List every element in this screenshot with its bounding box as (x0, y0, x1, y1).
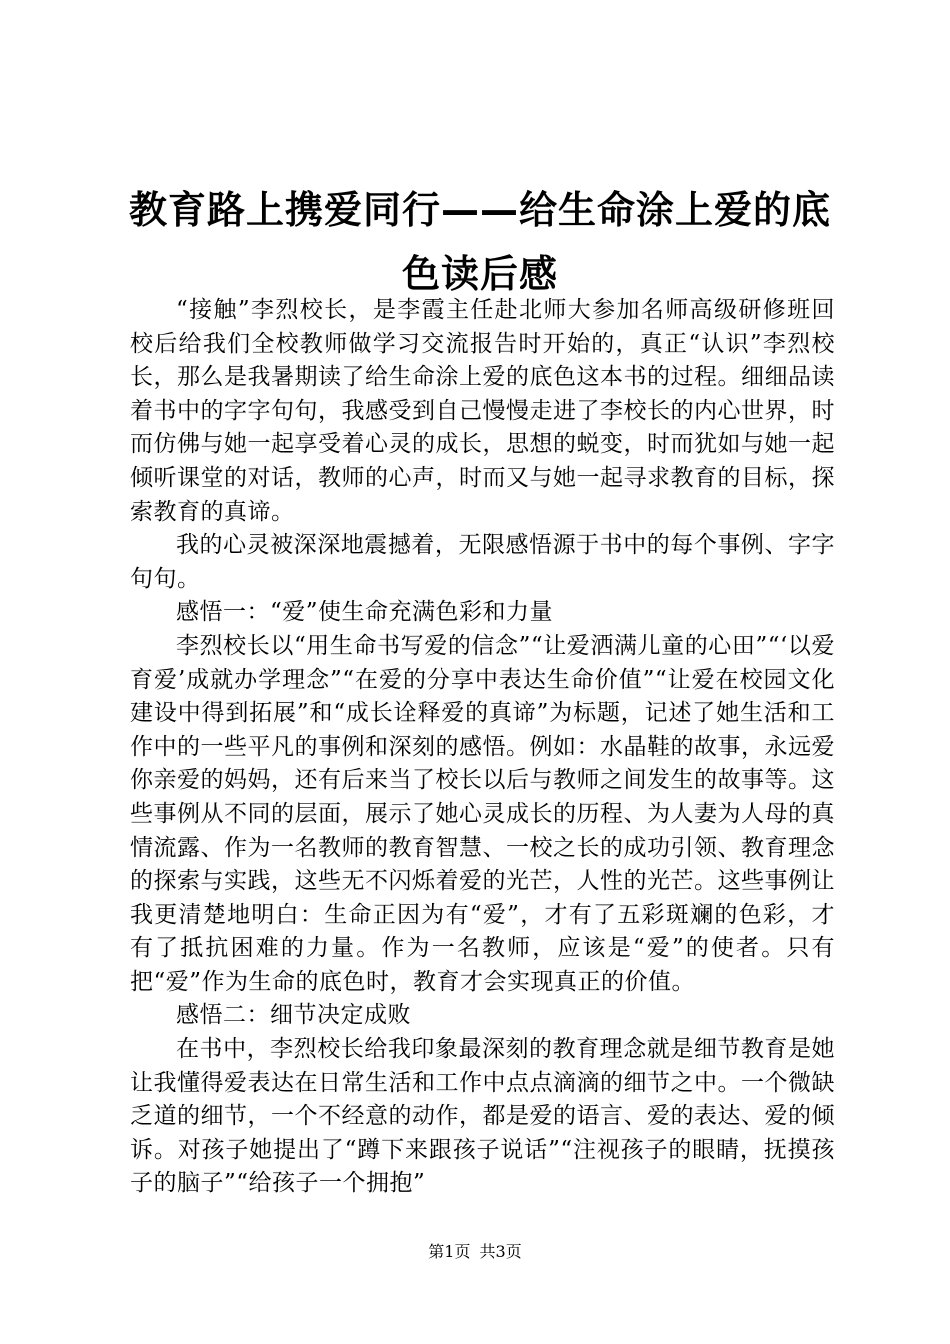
paragraph-section-1: 李烈校长以“用生命书写爱的信念”“让爱洒满儿童的心田”“‘以爱育爱’成就办学理念”“在爱的分享中表达生命价值”“让爱在校园文化建设中得到拓展”和“成长诠释爱的真谛”为标题，记述了她生活和工作中的一些平凡的事例和深刻的感悟。例如：水晶鞋的故事，永远爱你亲爱的妈妈，还有后来当了校长以后与教师之间发生的故事等。这些事例从不同的层面，展示了她心灵成长的历程、为人妻为人母的真情流露、作为一名教师的教育智慧、一校之长的成功引领、教育理念的探索与实践，这些无不闪烁着爱的光芒，人性的光芒。这些事例让我更清楚地明白：生命正因为有“爱”，才有了五彩斑斓的色彩，才有了抵抗困难的力量。作为一名教师，应该是“爱”的使者。只有把“爱”作为生命的底色时，教育才会实现真正的价值。 (130, 632, 835, 995)
page-number: 第1页 (428, 1242, 471, 1261)
document-body (130, 294, 835, 1201)
page-footer (0, 1242, 950, 1262)
paragraph-shock: 我的心灵被深深地震撼着，无限感悟源于书中的每个事例、字字句句。 (130, 532, 835, 592)
document-title: 教育路上携爱同行——给生命涂上爱的底色读后感 (128, 188, 831, 296)
page-total: 共3页 (479, 1242, 522, 1261)
paragraph-intro: “接触”李烈校长，是李霞主任赴北师大参加名师高级研修班回校后给我们全校教师做学习交流报告时开始的，真正“认识”李烈校长，那么是我暑期读了给生命涂上爱的底色这本书的过程。细细品读着书中的字字句句，我感受到自己慢慢走进了李校长的内心世界，时而仿佛与她一起享受着心灵的成长，思想的蜕变，时而犹如与她一起倾听课堂的对话，教师的心声，时而又与她一起寻求教育的目标，探索教育的真谛。 (130, 297, 835, 525)
section-heading-2: 感悟二：细节决定成败 (176, 1002, 411, 1029)
section-heading-1: 感悟一：“爱”使生命充满色彩和力量 (176, 599, 554, 626)
paragraph-section-2: 在书中，李烈校长给我印象最深刻的教育理念就是细节教育是她让我懂得爱表达在日常生活和工作中点点滴滴的细节之中。一个微缺乏道的细节，一个不经意的动作，都是爱的语言、爱的表达、爱的倾诉。对孩子她提出了“蹲下来跟孩子说话”“注视孩子的眼睛，抚摸孩子的脑子”“给孩子一个拥抱” (130, 1036, 835, 1197)
